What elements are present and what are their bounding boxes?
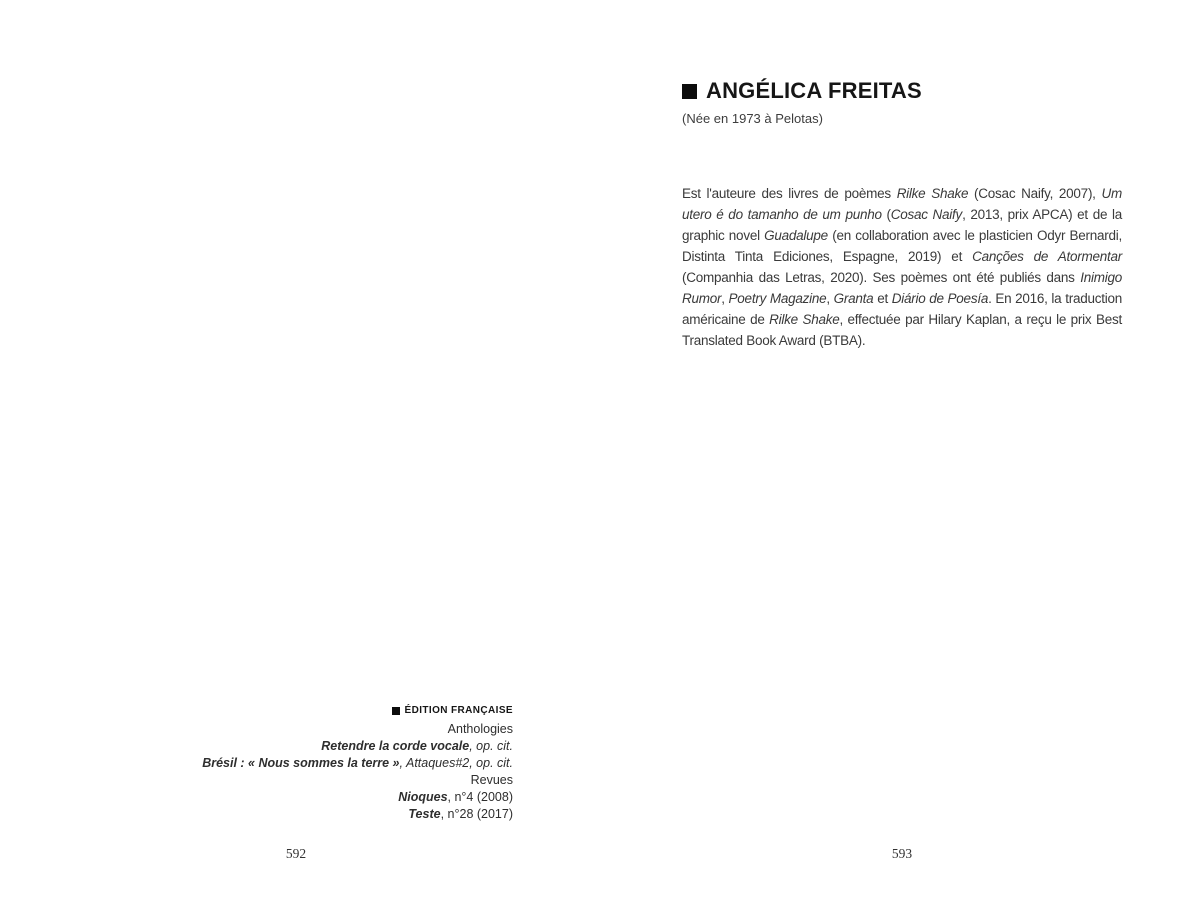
bibliography-line: [160, 738, 513, 755]
text-segment: Um utero é do tamanho de um punho: [682, 186, 1122, 222]
text-segment: (Cosac Naify, 2007),: [968, 186, 1102, 201]
text-segment: (en collaboration avec le plasticien Odyr Bernardi, Distinta Tinta Ediciones, Espagne, 2019) et: [682, 228, 1122, 264]
edition-francaise-label: ÉDITION FRANÇAISE: [404, 705, 513, 716]
text-segment: , n°28 (2017): [440, 807, 513, 821]
bibliography-line: [160, 806, 513, 823]
text-segment: Guadalupe: [764, 228, 828, 243]
text-segment: , op. cit.: [469, 739, 513, 753]
black-square-icon: [392, 707, 400, 715]
text-segment: Teste: [408, 807, 441, 821]
text-segment: ,: [721, 291, 729, 306]
black-square-icon: [682, 84, 697, 99]
text-segment: , 2013, prix APCA) et de la graphic novel: [682, 207, 1122, 243]
edition-francaise-header: [160, 705, 513, 716]
author-bio-paragraph: [682, 183, 1122, 351]
text-segment: (Companhia das Letras, 2020). Ses poèmes ont été publiés dans: [682, 270, 1081, 285]
text-segment: Inimigo Rumor: [682, 270, 1122, 306]
page-number-right: 593: [891, 846, 913, 861]
bibliography-line: [160, 772, 513, 789]
text-segment: Nioques: [398, 790, 448, 804]
page-number-left: 592: [285, 846, 307, 861]
edition-francaise-section: [160, 705, 513, 823]
text-segment: , n°4 (2008): [447, 790, 513, 804]
author-title-row: [682, 78, 1122, 104]
text-segment: Rilke Shake: [769, 312, 840, 327]
text-segment: , effectuée par Hilary Kaplan, a reçu le prix Best Translated Book Award (BTBA).: [682, 312, 1122, 348]
text-segment: (: [881, 207, 891, 222]
bibliography-line: [160, 789, 513, 806]
text-segment: Brésil : « Nous sommes la terre »: [202, 756, 400, 770]
text-segment: Canções de Atormentar: [972, 249, 1122, 264]
text-segment: Retendre la corde vocale: [321, 739, 470, 753]
text-segment: Est l'auteure des livres de poèmes: [682, 186, 897, 201]
bibliography-line: [160, 721, 513, 738]
text-segment: Granta: [833, 291, 874, 306]
text-segment: Rilke Shake: [896, 186, 969, 201]
text-segment: Revues: [470, 773, 513, 787]
text-segment: Anthologies: [447, 722, 513, 736]
text-segment: . En 2016, la traduction américaine de: [682, 291, 1122, 327]
bibliography-lines: [160, 721, 513, 823]
text-segment: Cosac Naify: [890, 207, 963, 222]
author-birth-line: (Née en 1973 à Pelotas): [682, 111, 823, 126]
text-segment: Poetry Magazine: [728, 291, 827, 306]
author-heading-block: [682, 78, 1122, 126]
text-segment: et: [873, 291, 892, 306]
author-name: ANGÉLICA FREITAS: [706, 78, 922, 103]
text-segment: ,: [826, 291, 834, 306]
text-segment: Diário de Poesía: [891, 291, 989, 306]
text-segment: , Attaques#2, op. cit.: [399, 756, 513, 770]
bibliography-line: [160, 755, 513, 772]
